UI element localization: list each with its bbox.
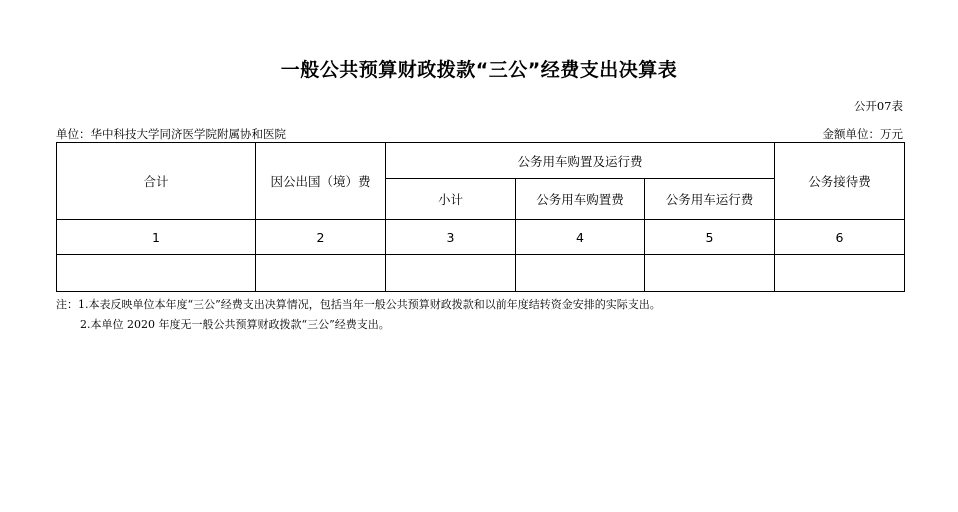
index-cell: 2 [256,220,386,255]
index-cell: 4 [516,220,645,255]
index-cell: 1 [57,220,256,255]
expense-table [56,142,905,292]
notes [56,295,661,335]
table-data-row [57,255,905,292]
page-title: 一般公共预算财政拨款“三公”经费支出决算表 [280,59,678,81]
unit-label: 单位：华中科技大学同济医学院附属协和医院 [56,127,286,141]
header-vehicle-purchase: 公务用车购置费 [516,179,645,220]
data-cell [645,255,775,292]
form-number: 公开07表 [853,99,903,113]
index-cell: 3 [386,220,516,255]
index-cell: 6 [775,220,905,255]
header-total: 合计 [57,143,256,220]
table-header-row [57,143,905,179]
data-cell [256,255,386,292]
header-vehicle-group: 公务用车购置及运行费 [386,143,775,179]
header-abroad-expense: 因公出国（境）费 [256,143,386,220]
note-line-1: 注：1.本表反映单位本年度“三公”经费支出决算情况，包括当年一般公共预算财政拨款和以前年度结转资金安排的实际支出。 [56,298,661,311]
header-vehicle-operation: 公务用车运行费 [645,179,775,220]
header-subtotal: 小计 [386,179,516,220]
note-line-2: 2.本单位 2020 年度无一般公共预算财政拨款“三公”经费支出。 [80,318,390,331]
amount-unit-label: 金额单位：万元 [822,127,903,141]
index-cell: 5 [645,220,775,255]
data-cell [775,255,905,292]
data-cell [516,255,645,292]
data-cell [57,255,256,292]
header-reception-expense: 公务接待费 [775,143,905,220]
data-cell [386,255,516,292]
table-index-row [57,220,905,255]
